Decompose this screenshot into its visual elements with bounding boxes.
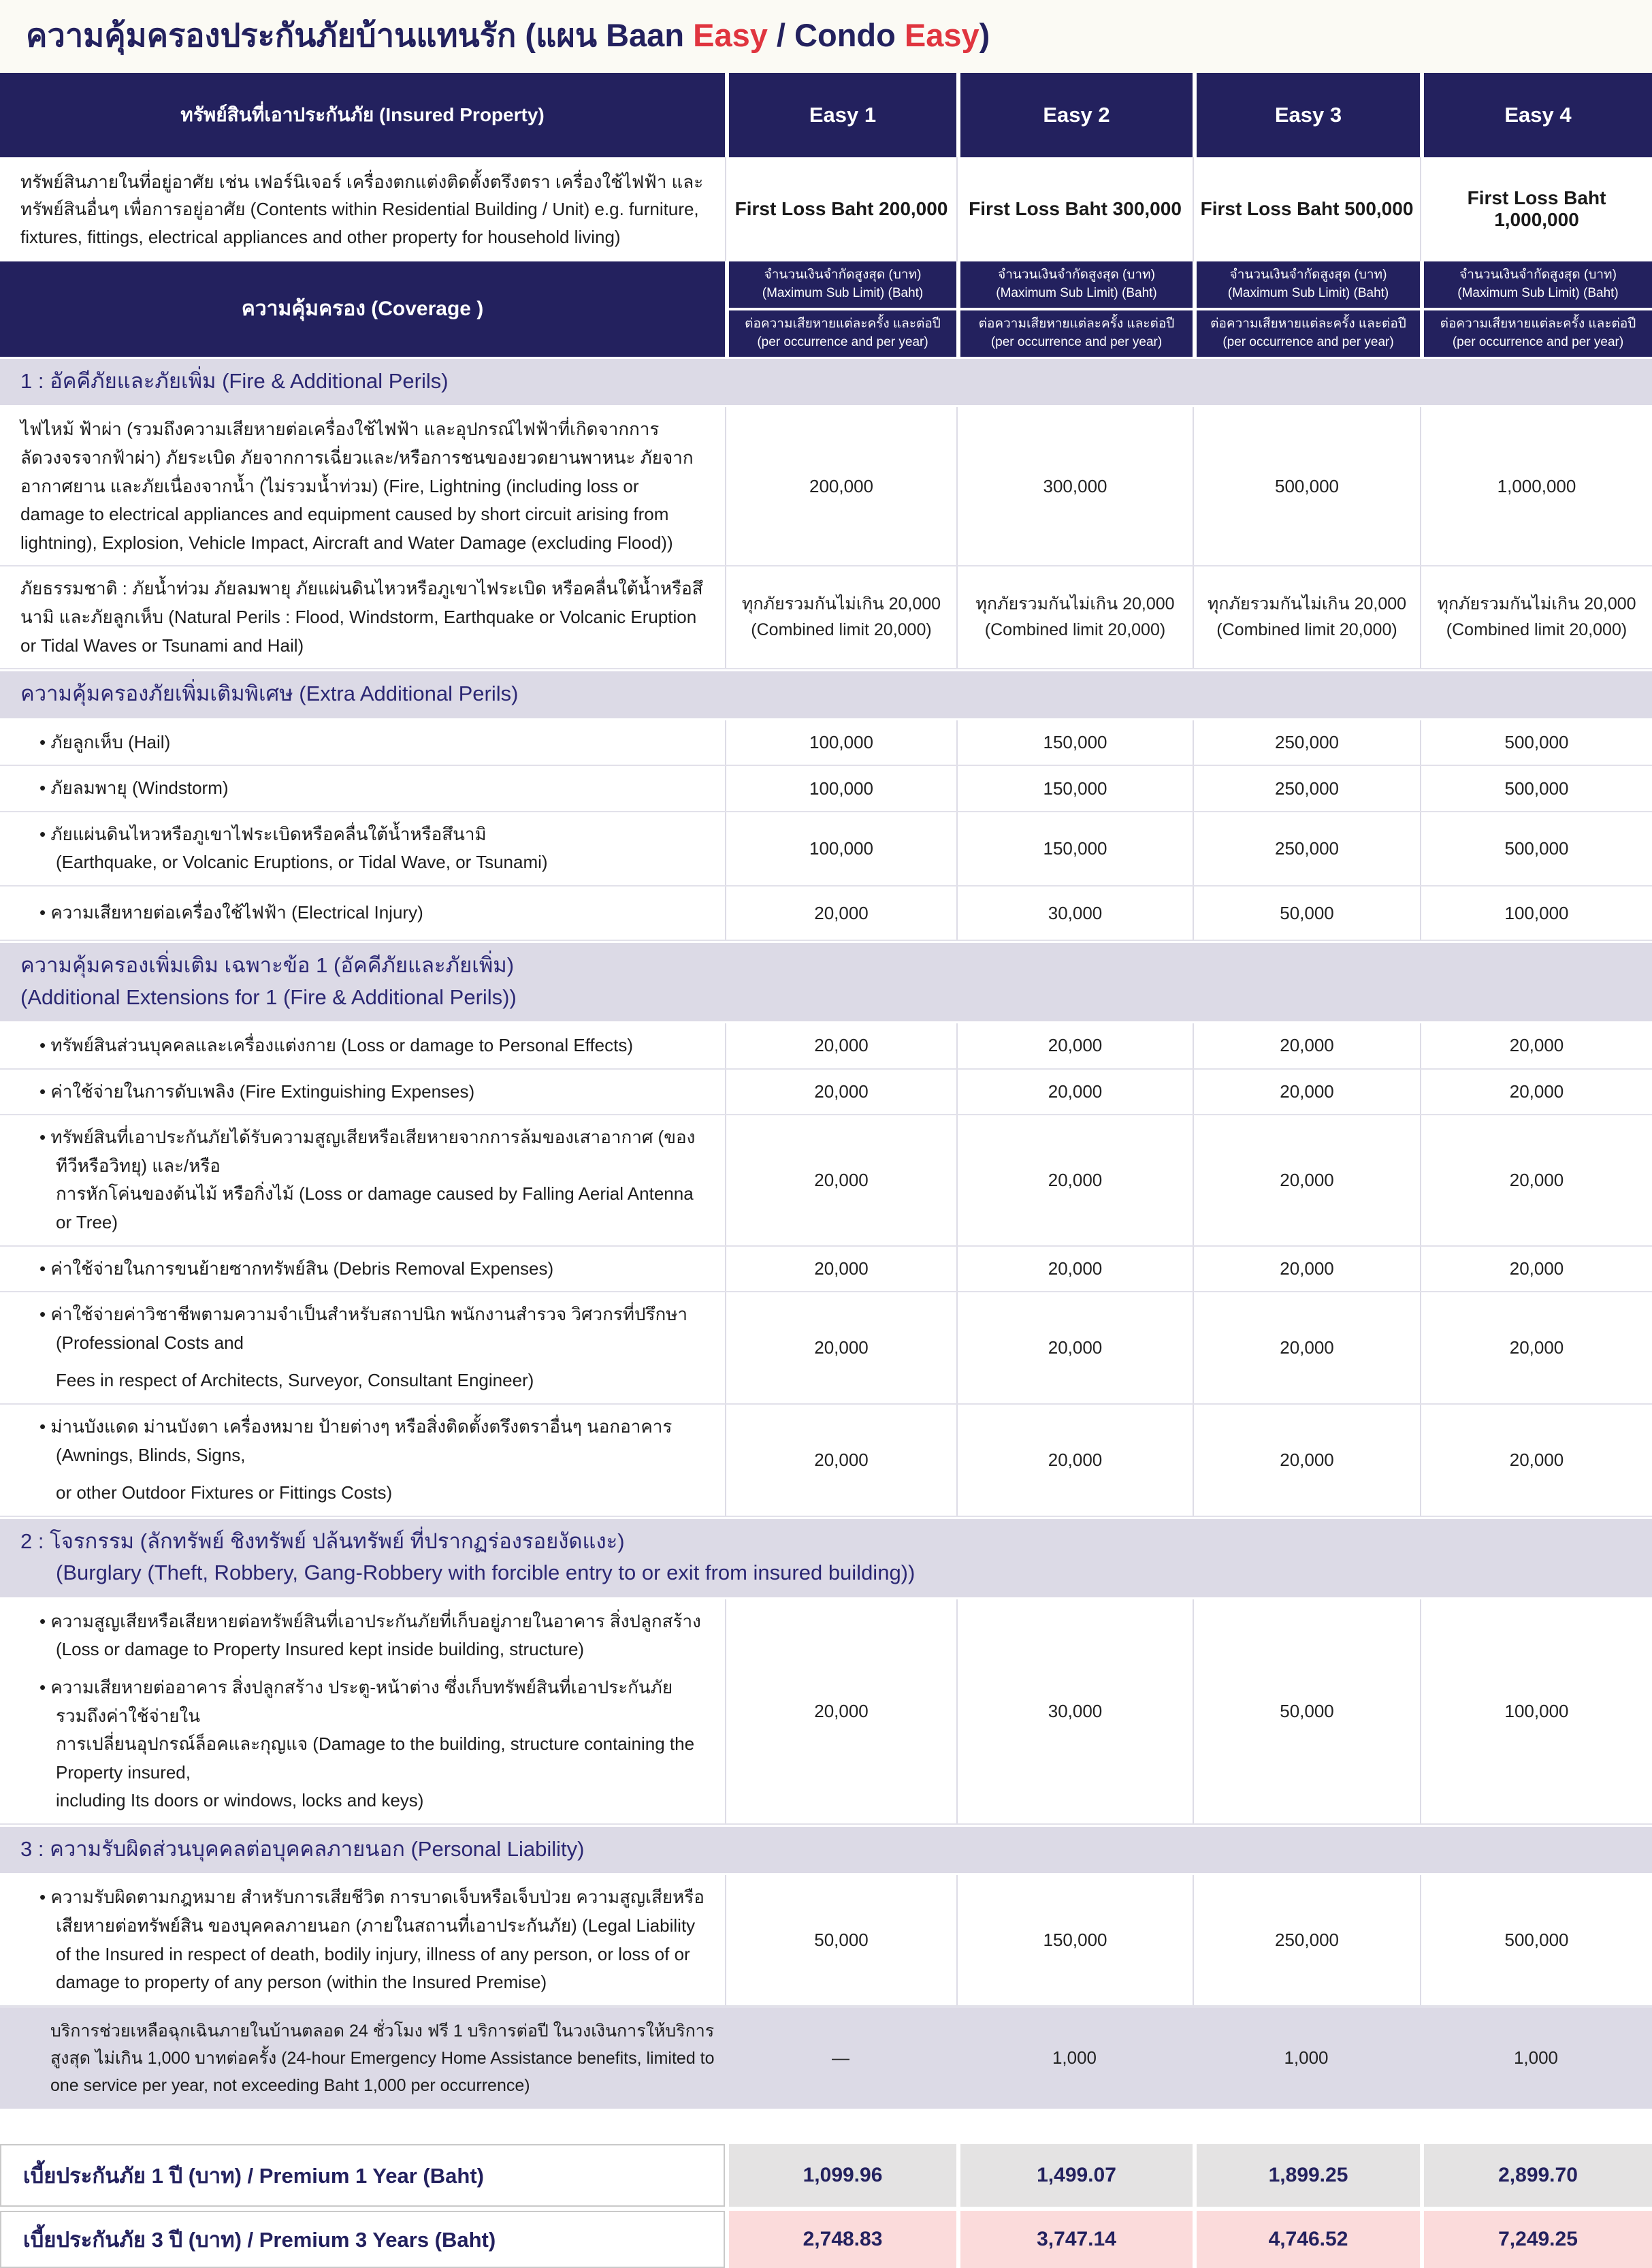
title-bar [0, 0, 1652, 73]
section-header-liability [0, 1825, 1652, 1876]
windstorm-row [0, 766, 1652, 812]
professional-fees-row [0, 1292, 1652, 1405]
professional-fees-label [0, 1292, 725, 1403]
per-occurrence-th: ต่อความเสียหายแต่ละครั้ง และต่อปี [1210, 317, 1406, 332]
windstorm-label [0, 766, 725, 811]
max-sub-limit-cell [1197, 261, 1420, 308]
per-occurrence-en: (per occurrence and per year) [990, 334, 1163, 349]
burglary-bullet1-th: • ความสูญเสียหรือเสียหายต่อทรัพย์สินที่เอาประกันภัยที่เก็บอยู่ภายในอาคาร สิ่งปลูกสร้าง [39, 1610, 701, 1631]
emergency-assistance-text: บริการช่วยเหลือฉุกเฉินภายในบ้านตลอด 24 ชั่วโมง ฟรี 1 บริการต่อปี ในวงเงินการให้บริการสูงสุด ไม่เกิน 1,000 บาทต่อครั้ง (24-hour Emergency Home Assistance benefits, limited to one service per year, not exceeding Baht 1,000 per occurrence) [50, 2021, 715, 2095]
liability-value-easy3: 250,000 [1193, 1875, 1420, 2005]
section-header-extensions [0, 941, 1652, 1023]
max-sub-limit-th: จำนวนเงินจำกัดสูงสุด (บาท) [998, 268, 1155, 283]
per-occurrence-en: (per occurrence and per year) [1222, 334, 1394, 349]
debris-removal-label [0, 1247, 725, 1292]
per-occurrence-cell [1424, 308, 1652, 357]
premium-1-year-label: เบี้ยประกันภัย 1 ปี (บาท) / Premium 1 Year (Baht) [0, 2144, 725, 2207]
burglary-row [0, 1599, 1652, 1825]
professional-fees-text-en: Fees in respect of Architects, Surveyor, Consultant Engineer) [56, 1370, 534, 1391]
first-loss-easy3: First Loss Baht 500,000 [1193, 157, 1420, 261]
header-plan-easy3: Easy 3 [1193, 73, 1420, 157]
per-occurrence-th: ต่อความเสียหายแต่ละครั้ง และต่อปี [745, 317, 941, 332]
emergency-value-easy2: 1,000 [956, 2008, 1193, 2109]
fire-perils-text: ไฟไหม้ ฟ้าผ่า (รวมถึงความเสียหายต่อเครื่องใช้ไฟฟ้า และอุปกรณ์ไฟฟ้าที่เกิดจากการลัดวงจรจากฟ้าผ่า) ภัยระเบิด ภัยจากการเฉี่ยวและ/หรือการชนของยวดยานพาหนะ ภัยจากอากาศยาน และภัยเนื่องจากน้ำ (ไม่รวมน้ำท่วม) (Fire, Lightning (including loss or damage to electrical appliances and equipment caused by short circuit arising from lightning), Explosion, Vehicle Impact, Aircraft and Water Damage (excluding Flood)) [20, 419, 694, 553]
page-title-text-3: ) [979, 17, 990, 53]
natural-perils-description [0, 566, 725, 668]
debris-removal-value-easy2: 20,000 [956, 1247, 1193, 1292]
max-sub-limit-cell [960, 261, 1193, 308]
per-occurrence-th: ต่อความเสียหายแต่ละครั้ง และต่อปี [978, 317, 1175, 332]
premium-1yr-value-easy1: 1,099.96 [725, 2144, 956, 2207]
personal-effects-label [0, 1023, 725, 1068]
awnings-signs-text-th: • ม่านบังแดด ม่านบังตา เครื่องหมาย ป้ายต่างๆ หรือสิ่งติดตั้งตรึงตราอื่นๆ นอกอาคาร (Awnings, Blinds, Signs, [39, 1416, 673, 1465]
first-loss-row [0, 157, 1652, 261]
premium-1yr-value-easy3: 1,899.25 [1193, 2144, 1420, 2207]
burglary-bullet1-en: (Loss or damage to Property Insured kept inside building, structure) [56, 1639, 585, 1660]
burglary-label [0, 1599, 725, 1823]
per-occurrence-cell [1197, 308, 1420, 357]
section-burglary-line1: 2 : โจรกรรม (ลักทรัพย์ ชิงทรัพย์ ปล้นทรัพย์ ที่ปรากฏร่องรอยงัดแงะ) [20, 1529, 625, 1553]
natural-value-easy1 [725, 566, 956, 668]
fire-perils-row [0, 407, 1652, 566]
per-occurrence-cell [960, 308, 1193, 357]
debris-removal-value-easy3: 20,000 [1193, 1247, 1420, 1292]
windstorm-value-easy1: 100,000 [725, 766, 956, 811]
premium-3yr-value-easy2: 3,747.14 [956, 2211, 1193, 2268]
hail-label [0, 720, 725, 765]
fire-extinguishing-label [0, 1070, 725, 1115]
earthquake-text-en: (Earthquake, or Volcanic Eruptions, or Tidal Wave, or Tsunami) [56, 852, 548, 873]
burglary-value-easy2: 30,000 [956, 1599, 1193, 1823]
per-occurrence-en: (per occurrence and per year) [1452, 334, 1624, 349]
first-loss-easy4: First Loss Baht 1,000,000 [1420, 157, 1652, 261]
professional-fees-value-easy1: 20,000 [725, 1292, 956, 1403]
fire-extinguishing-row [0, 1070, 1652, 1116]
coverage-subheader-easy4 [1420, 261, 1652, 357]
max-sub-limit-th: จำนวนเงินจำกัดสูงสุด (บาท) [1229, 268, 1387, 283]
liability-value-easy4: 500,000 [1420, 1875, 1652, 2005]
section-extra-title: ความคุ้มครองภัยเพิ่มเติมพิเศษ (Extra Additional Perils) [20, 682, 519, 706]
max-sub-limit-en: (Maximum Sub Limit) (Baht) [1457, 285, 1619, 300]
personal-effects-value-easy2: 20,000 [956, 1023, 1193, 1068]
combined-limit-th: ทุกภัยรวมกันไม่เกิน 20,000 [741, 594, 941, 614]
falling-antenna-text-th: • ทรัพย์สินที่เอาประกันภัยได้รับความสูญเสียหรือเสียหายจากการล้มของเสาอากาศ (ของทีวีหรือวิทยุ) และ/หรือ [39, 1127, 696, 1176]
professional-fees-text-th: • ค่าใช้จ่ายค่าวิชาชีพตามความจำเป็นสำหรับสถาปนิก พนักงานสำรวจ วิศวกรที่ปรึกษา (Professional Costs and [39, 1304, 687, 1353]
electrical-value-easy3: 50,000 [1193, 887, 1420, 940]
windstorm-text: • ภัยลมพายุ (Windstorm) [39, 778, 229, 799]
awnings-signs-row [0, 1405, 1652, 1517]
page-title-easy-2: Easy [904, 17, 979, 53]
max-sub-limit-en: (Maximum Sub Limit) (Baht) [996, 285, 1157, 300]
emergency-assistance-row [0, 2007, 1652, 2109]
section-burglary-line2: (Burglary (Theft, Robbery, Gang-Robbery with forcible entry to or exit from insured building)) [56, 1561, 916, 1585]
hail-value-easy3: 250,000 [1193, 720, 1420, 765]
section-header-fire [0, 357, 1652, 408]
windstorm-value-easy2: 150,000 [956, 766, 1193, 811]
falling-antenna-value-easy4: 20,000 [1420, 1115, 1652, 1245]
coverage-subheader-row [0, 261, 1652, 357]
header-plan-easy1: Easy 1 [725, 73, 956, 157]
hail-value-easy1: 100,000 [725, 720, 956, 765]
burglary-value-easy4: 100,000 [1420, 1599, 1652, 1823]
section-fire-title: 1 : อัคคีภัยและภัยเพิ่ม (Fire & Additional Perils) [20, 368, 449, 393]
max-sub-limit-th: จำนวนเงินจำกัดสูงสุด (บาท) [1459, 268, 1617, 283]
electrical-injury-row [0, 887, 1652, 941]
per-occurrence-th: ต่อความเสียหายแต่ละครั้ง และต่อปี [1440, 317, 1636, 332]
awnings-signs-value-easy2: 20,000 [956, 1405, 1193, 1516]
falling-antenna-value-easy3: 20,000 [1193, 1115, 1420, 1245]
max-sub-limit-en: (Maximum Sub Limit) (Baht) [762, 285, 924, 300]
coverage-label: ความคุ้มครอง (Coverage ) [0, 261, 725, 357]
coverage-subheader-easy1 [725, 261, 956, 357]
burglary-bullet2-th: • ความเสียหายต่ออาคาร สิ่งปลูกสร้าง ประตู-หน้าต่าง ซึ่งเก็บทรัพย์สินที่เอาประกันภัย รวมถึงค่าใช้จ่ายใน [39, 1676, 673, 1726]
awnings-signs-text-en: or other Outdoor Fixtures or Fittings Costs) [56, 1482, 393, 1503]
coverage-subheader-easy3 [1193, 261, 1420, 357]
combined-limit-th: ทุกภัยรวมกันไม่เกิน 20,000 [1207, 594, 1407, 614]
emergency-value-easy3: 1,000 [1193, 2008, 1420, 2109]
section-header-burglary [0, 1517, 1652, 1599]
liability-value-easy2: 150,000 [956, 1875, 1193, 2005]
max-sub-limit-cell [729, 261, 956, 308]
combined-limit-en: (Combined limit 20,000) [751, 620, 932, 639]
falling-antenna-value-easy2: 20,000 [956, 1115, 1193, 1245]
table-header-row [0, 73, 1652, 157]
section-extensions-line2: (Additional Extensions for 1 (Fire & Additional Perils)) [20, 985, 517, 1009]
first-loss-easy2: First Loss Baht 300,000 [956, 157, 1193, 261]
personal-liability-text: • ความรับผิดตามกฎหมาย สำหรับการเสียชีวิต การบาดเจ็บหรือเจ็บป่วย ความสูญเสียหรือ เสียหายต่อทรัพย์สิน ของบุคคลภายนอก (ภายในสถานที่เอาประกันภัย) (Legal Liability of the Insured in respect of death, bodily injury, illness of any person, or loss of or damage to property of any person (within the Insured Premise) [39, 1887, 704, 1993]
coverage-subheader-easy2 [956, 261, 1193, 357]
fire-value-easy2: 300,000 [956, 407, 1193, 565]
electrical-injury-text: • ความเสียหายต่อเครื่องใช้ไฟฟ้า (Electrical Injury) [39, 902, 423, 923]
falling-antenna-value-easy1: 20,000 [725, 1115, 956, 1245]
windstorm-value-easy4: 500,000 [1420, 766, 1652, 811]
natural-value-easy4 [1420, 566, 1652, 668]
page-title-text: ความคุ้มครองประกันภัยบ้านแทนรัก (แผน Baan [26, 17, 694, 53]
debris-removal-value-easy1: 20,000 [725, 1247, 956, 1292]
fire-extinguishing-value-easy1: 20,000 [725, 1070, 956, 1115]
electrical-injury-label [0, 887, 725, 940]
section-extensions-line1: ความคุ้มครองเพิ่มเติม เฉพาะข้อ 1 (อัคคีภัยและภัยเพิ่ม) [20, 953, 515, 978]
premium-1-year-row [0, 2144, 1652, 2207]
premium-3-years-row [0, 2211, 1652, 2268]
first-loss-easy1: First Loss Baht 200,000 [725, 157, 956, 261]
hail-value-easy4: 500,000 [1420, 720, 1652, 765]
premium-3yr-value-easy3: 4,746.52 [1193, 2211, 1420, 2268]
burglary-bullet2-en1: การเปลี่ยนอุปกรณ์ล็อคและกุญแจ (Damage to the building, structure containing the Property insured, [56, 1734, 695, 1783]
premium-3yr-value-easy1: 2,748.83 [725, 2211, 956, 2268]
burglary-value-easy3: 50,000 [1193, 1599, 1420, 1823]
header-plan-easy2: Easy 2 [956, 73, 1193, 157]
electrical-value-easy2: 30,000 [956, 887, 1193, 940]
page-title [26, 10, 990, 61]
emergency-assistance-label [0, 2008, 725, 2109]
combined-limit-en: (Combined limit 20,000) [1216, 620, 1397, 639]
professional-fees-value-easy2: 20,000 [956, 1292, 1193, 1403]
hail-text: • ภัยลูกเห็บ (Hail) [39, 731, 171, 752]
premium-3-years-label: เบี้ยประกันภัย 3 ปี (บาท) / Premium 3 Years (Baht) [0, 2211, 725, 2268]
falling-antenna-row [0, 1115, 1652, 1246]
per-occurrence-en: (per occurrence and per year) [757, 334, 928, 349]
page-title-text-2: / Condo [767, 17, 905, 53]
fire-extinguishing-value-easy3: 20,000 [1193, 1070, 1420, 1115]
section-header-extra-perils [0, 669, 1652, 720]
professional-fees-value-easy4: 20,000 [1420, 1292, 1652, 1403]
personal-liability-label [0, 1875, 725, 2005]
debris-removal-row [0, 1247, 1652, 1293]
fire-perils-description [0, 407, 725, 565]
header-insured-property: ทรัพย์สินที่เอาประกันภัย (Insured Property) [0, 73, 725, 157]
combined-limit-en: (Combined limit 20,000) [1446, 620, 1627, 639]
earthquake-value-easy2: 150,000 [956, 812, 1193, 885]
page-title-easy-1: Easy [693, 17, 768, 53]
personal-effects-value-easy3: 20,000 [1193, 1023, 1420, 1068]
awnings-signs-label [0, 1405, 725, 1516]
emergency-value-easy4: 1,000 [1420, 2008, 1652, 2109]
fire-extinguishing-text: • ค่าใช้จ่ายในการดับเพลิง (Fire Extinguishing Expenses) [39, 1081, 475, 1102]
earthquake-value-easy3: 250,000 [1193, 812, 1420, 885]
combined-limit-th: ทุกภัยรวมกันไม่เกิน 20,000 [1437, 594, 1636, 614]
combined-limit-th: ทุกภัยรวมกันไม่เกิน 20,000 [975, 594, 1175, 614]
natural-value-easy3 [1193, 566, 1420, 668]
electrical-value-easy4: 100,000 [1420, 887, 1652, 940]
personal-effects-value-easy1: 20,000 [725, 1023, 956, 1068]
electrical-value-easy1: 20,000 [725, 887, 956, 940]
debris-removal-value-easy4: 20,000 [1420, 1247, 1652, 1292]
max-sub-limit-en: (Maximum Sub Limit) (Baht) [1227, 285, 1389, 300]
earthquake-value-easy4: 500,000 [1420, 812, 1652, 885]
fire-value-easy4: 1,000,000 [1420, 407, 1652, 565]
fire-value-easy3: 500,000 [1193, 407, 1420, 565]
personal-effects-row [0, 1023, 1652, 1070]
section-liability-title: 3 : ความรับผิดส่วนบุคคลต่อบุคคลภายนอก (Personal Liability) [20, 1836, 585, 1861]
max-sub-limit-cell [1424, 261, 1652, 308]
personal-effects-value-easy4: 20,000 [1420, 1023, 1652, 1068]
natural-perils-row [0, 566, 1652, 669]
premium-1yr-value-easy2: 1,499.07 [956, 2144, 1193, 2207]
falling-antenna-label [0, 1115, 725, 1245]
per-occurrence-cell [729, 308, 956, 357]
professional-fees-value-easy3: 20,000 [1193, 1292, 1420, 1403]
awnings-signs-value-easy3: 20,000 [1193, 1405, 1420, 1516]
burglary-bullet2-en2: including Its doors or windows, locks and keys) [56, 1790, 424, 1811]
hail-value-easy2: 150,000 [956, 720, 1193, 765]
natural-perils-text: ภัยธรรมชาติ : ภัยน้ำท่วม ภัยลมพายุ ภัยแผ่นดินไหวหรือภูเขาไฟระเบิด หรือคลื่นใต้น้ำหรือสึนามิ และภัยลูกเห็บ (Natural Perils : Flood, Windstorm, Earthquake or Volcanic Eruption or Tidal Waves or Tsunami and Hail) [20, 578, 703, 656]
premium-1yr-value-easy4: 2,899.70 [1420, 2144, 1652, 2207]
earthquake-text-th: • ภัยแผ่นดินไหวหรือภูเขาไฟระเบิดหรือคลื่นใต้น้ำหรือสึนามิ [39, 823, 487, 844]
personal-liability-row [0, 1875, 1652, 2006]
earthquake-value-easy1: 100,000 [725, 812, 956, 885]
insured-property-description: ทรัพย์สินภายในที่อยู่อาศัย เช่น เฟอร์นิเจอร์ เครื่องตกแต่งติดตั้งตรึงตรา เครื่องใช้ไฟฟ้า และทรัพย์สินอื่นๆ เพื่อการอยู่อาศัย (Contents within Residential Building / Unit) e.g. furniture, fixtures, fittings, electrical appliances and other property for household living) [20, 172, 704, 247]
awnings-signs-value-easy4: 20,000 [1420, 1405, 1652, 1516]
natural-value-easy2 [956, 566, 1193, 668]
earthquake-label [0, 812, 725, 885]
max-sub-limit-th: จำนวนเงินจำกัดสูงสุด (บาท) [764, 268, 922, 283]
fire-extinguishing-value-easy4: 20,000 [1420, 1070, 1652, 1115]
hail-row [0, 720, 1652, 767]
liability-value-easy1: 50,000 [725, 1875, 956, 2005]
emergency-value-easy1: — [725, 2008, 956, 2109]
windstorm-value-easy3: 250,000 [1193, 766, 1420, 811]
fire-extinguishing-value-easy2: 20,000 [956, 1070, 1193, 1115]
burglary-value-easy1: 20,000 [725, 1599, 956, 1823]
combined-limit-en: (Combined limit 20,000) [984, 620, 1166, 639]
premium-3yr-value-easy4: 7,249.25 [1420, 2211, 1652, 2268]
debris-removal-text: • ค่าใช้จ่ายในการขนย้ายซากทรัพย์สิน (Debris Removal Expenses) [39, 1258, 554, 1279]
whitespace-gap [0, 2109, 1652, 2144]
falling-antenna-text-en: การหักโค่นของต้นไม้ หรือกิ่งไม้ (Loss or damage caused by Falling Aerial Antenna or Tree) [56, 1183, 694, 1232]
fire-value-easy1: 200,000 [725, 407, 956, 565]
awnings-signs-value-easy1: 20,000 [725, 1405, 956, 1516]
personal-effects-text: • ทรัพย์สินส่วนบุคคลและเครื่องแต่งกาย (Loss or damage to Personal Effects) [39, 1035, 633, 1056]
earthquake-row [0, 812, 1652, 887]
header-plan-easy4: Easy 4 [1420, 73, 1652, 157]
